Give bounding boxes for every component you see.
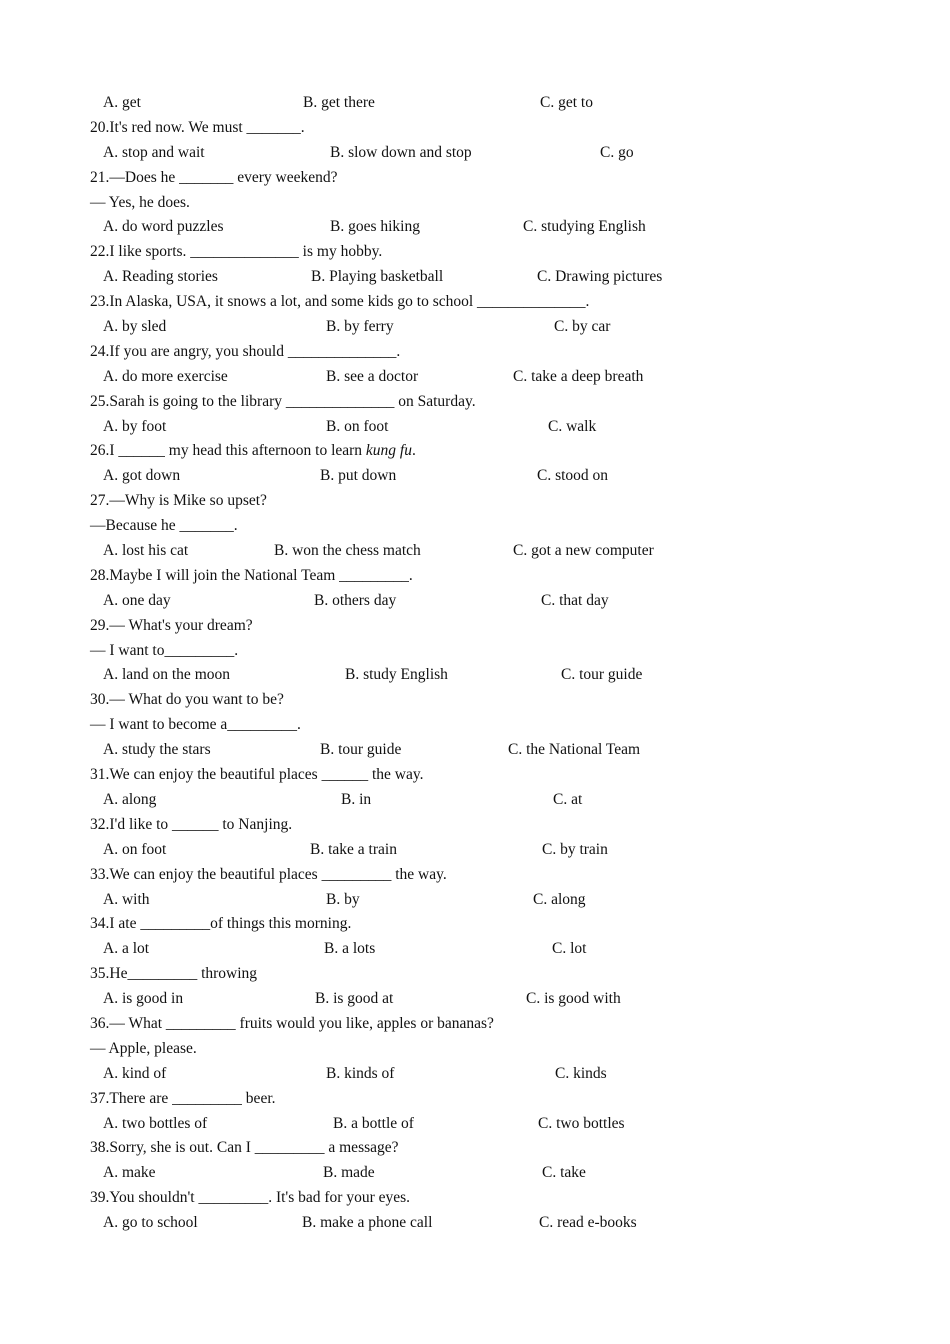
question-text: 30.— What do you want to be? (90, 691, 284, 709)
option-b: B. made (323, 1164, 375, 1182)
option-a: A. kind of (103, 1064, 167, 1082)
question-text: 35.He_________ throwing (90, 965, 258, 983)
answer-options (0, 1112, 950, 1137)
question-text: 31.We can enjoy the beautiful places ______ the way. (90, 766, 424, 784)
option-b: B. in (341, 790, 372, 808)
question-text: — I want to_________. (90, 641, 239, 659)
option-c: C. at (553, 790, 583, 808)
answer-options (0, 539, 950, 564)
answer-options (0, 788, 950, 813)
option-c: C. lot (552, 940, 587, 958)
option-a: A. lost his cat (103, 542, 189, 560)
option-a: A. on foot (103, 840, 167, 858)
option-b: B. kinds of (326, 1064, 395, 1082)
option-b: B. on foot (326, 417, 389, 435)
question-text: 33.We can enjoy the beautiful places _________ the way. (90, 865, 447, 883)
option-a: A. is good in (103, 990, 184, 1008)
answer-options (0, 937, 950, 962)
answer-options (0, 415, 950, 440)
option-a: A. do word puzzles (103, 218, 224, 236)
option-c: C. is good with (526, 990, 621, 1008)
option-c: C. the National Team (508, 741, 641, 759)
option-a: A. one day (103, 591, 171, 609)
option-a: A. study the stars (103, 741, 211, 759)
answer-options (0, 663, 950, 688)
option-b: B. put down (320, 467, 397, 485)
option-c: C. kinds (555, 1064, 607, 1082)
question-text: 38.Sorry, she is out. Can I _________ a message? (90, 1139, 399, 1157)
question-text: 32.I'd like to ______ to Nanjing. (90, 815, 293, 833)
option-b: B. by ferry (326, 318, 394, 336)
question-text: 24.If you are angry, you should ______________. (90, 342, 401, 360)
option-a: A. a lot (103, 940, 150, 958)
option-b: B. take a train (310, 840, 397, 858)
option-a: A. by sled (103, 318, 167, 336)
question-text: 21.—Does he _______ every weekend? (90, 168, 338, 186)
answer-options (0, 464, 950, 489)
answer-options (0, 1062, 950, 1087)
question-text: 23.In Alaska, USA, it snows a lot, and some kids go to school ______________. (90, 293, 590, 311)
question-text: 39.You shouldn't _________. It's bad for your eyes. (90, 1189, 411, 1207)
option-b: B. get there (303, 94, 375, 111)
question-text: 34.I ate _________of things this morning. (90, 915, 352, 933)
option-c: C. got a new computer (513, 542, 654, 560)
answer-options (0, 738, 950, 763)
question-text: 27.—Why is Mike so upset? (90, 492, 267, 510)
answer-options (0, 589, 950, 614)
option-c: C. Drawing pictures (537, 268, 663, 286)
option-c: C. by car (554, 318, 611, 336)
answer-options (0, 1161, 950, 1186)
question-text: 36.— What _________ fruits would you like, apples or bananas? (90, 1014, 494, 1032)
answer-options (0, 838, 950, 863)
option-a: A. by foot (103, 417, 167, 435)
question-text: — Yes, he does. (90, 193, 190, 211)
option-a: A. do more exercise (103, 367, 228, 385)
option-a: A. with (103, 890, 150, 908)
answer-options (0, 315, 950, 340)
question-text (0, 439, 950, 464)
option-a: A. land on the moon (103, 666, 230, 684)
option-b: B. a lots (324, 940, 376, 958)
option-c: C. two bottles (538, 1114, 625, 1132)
question-text: 28.Maybe I will join the National Team _________. (90, 566, 413, 584)
option-b: B. a bottle of (333, 1114, 414, 1132)
option-c: C. read e-books (539, 1214, 637, 1232)
answer-options (0, 987, 950, 1012)
option-b: B. goes hiking (330, 218, 420, 236)
option-b: B. won the chess match (274, 542, 421, 560)
option-c: C. take a deep breath (513, 367, 644, 385)
answer-options (0, 265, 950, 290)
option-c: C. walk (548, 417, 597, 435)
question-text: 25.Sarah is going to the library ______________ on Saturday. (90, 392, 476, 410)
option-c: C. along (533, 890, 586, 908)
question-text: —Because he _______. (90, 517, 238, 535)
question-fragment: 26.I ______ my head this afternoon to learn (90, 442, 366, 460)
question-text: 20.It's red now. We must _______. (90, 118, 305, 136)
answer-options (0, 215, 950, 240)
italic-term: kung fu (365, 442, 412, 460)
option-b: B. Playing basketball (311, 268, 444, 286)
option-b: B. make a phone call (302, 1214, 433, 1232)
option-c: C. stood on (537, 467, 609, 485)
worksheet-page (0, 91, 950, 1236)
option-b: B. slow down and stop (330, 143, 472, 161)
option-c: C. that day (541, 591, 609, 609)
question-fragment: . (411, 442, 416, 460)
question-text: 37.There are _________ beer. (90, 1089, 276, 1107)
answer-options (0, 91, 950, 116)
question-text: 22.I like sports. ______________ is my hobby. (90, 243, 383, 261)
question-text: — I want to become a_________. (90, 716, 301, 734)
option-a: A. got down (103, 467, 181, 485)
answer-options (0, 141, 950, 166)
option-c: C. tour guide (561, 666, 643, 684)
option-c: C. by train (542, 840, 608, 858)
option-c: C. get to (540, 94, 593, 111)
question-text: 29.— What's your dream? (90, 616, 253, 634)
option-b: B. tour guide (320, 741, 402, 759)
option-b: B. by (326, 890, 360, 908)
option-b: B. is good at (315, 990, 394, 1008)
option-c: C. studying English (523, 218, 646, 236)
option-c: C. go (600, 143, 634, 161)
option-a: A. Reading stories (103, 268, 218, 286)
option-a: A. go to school (103, 1214, 198, 1232)
option-a: A. get (103, 94, 141, 111)
option-b: B. others day (314, 591, 397, 609)
option-a: A. make (103, 1164, 156, 1182)
option-a: A. along (103, 790, 157, 808)
answer-options (0, 1211, 950, 1236)
option-c: C. take (542, 1164, 586, 1182)
option-b: B. study English (345, 666, 448, 684)
option-b: B. see a doctor (326, 367, 419, 385)
answer-options (0, 365, 950, 390)
answer-options (0, 888, 950, 913)
question-text: — Apple, please. (90, 1039, 197, 1057)
option-a: A. two bottles of (103, 1114, 208, 1132)
option-a: A. stop and wait (103, 143, 205, 161)
